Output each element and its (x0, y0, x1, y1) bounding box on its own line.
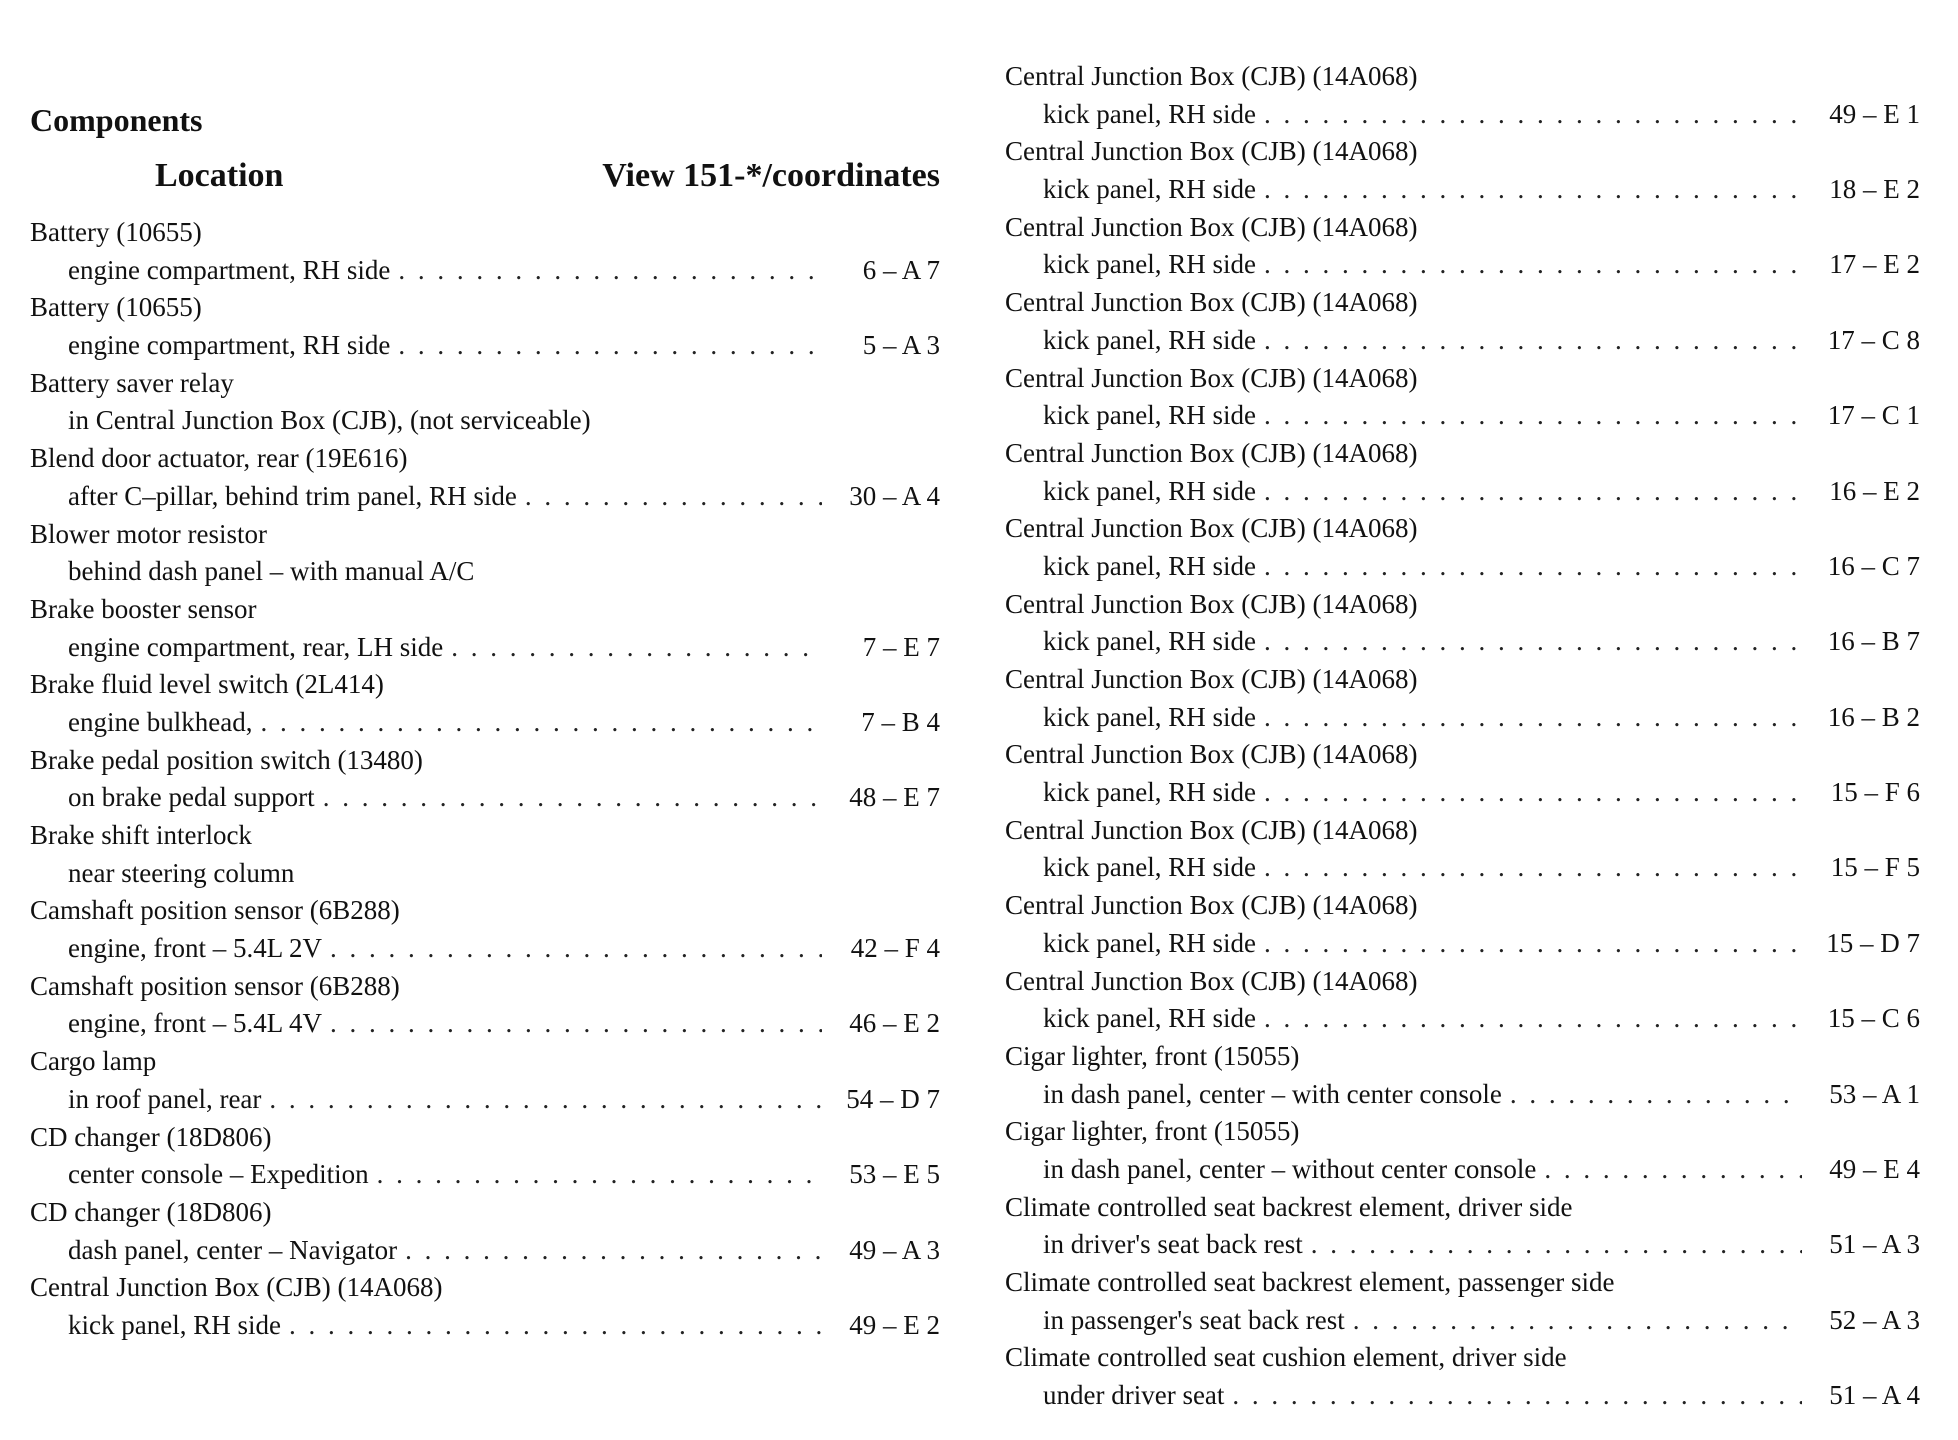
dot-leader (451, 629, 822, 667)
component-name: Central Junction Box (CJB) (14A068) (1005, 287, 1418, 318)
component-name: Central Junction Box (CJB) (14A068) (1005, 965, 1418, 996)
dot-leader (1264, 925, 1802, 963)
component-location-row (30, 930, 940, 968)
dot-leader (405, 1232, 822, 1270)
component-location-row (1005, 699, 1920, 737)
component-entry (30, 1119, 940, 1194)
component-entry (1005, 1189, 1920, 1264)
component-name: Central Junction Box (CJB) (14A068) (1005, 588, 1418, 619)
component-entry (1005, 963, 1920, 1038)
component-location-row (1005, 397, 1920, 435)
dot-leader (1264, 548, 1802, 586)
component-location: engine, front – 5.4L 2V (68, 933, 322, 964)
dot-leader (525, 478, 822, 516)
component-name: Central Junction Box (CJB) (14A068) (1005, 739, 1418, 770)
component-location-row (1005, 1151, 1920, 1189)
location-column-header: Location (155, 157, 284, 194)
component-location-row (30, 402, 940, 440)
component-name: CD changer (18D806) (30, 1196, 272, 1227)
view-coordinate: 6 – A 7 (862, 254, 940, 285)
component-entry (1005, 58, 1920, 133)
component-name: Brake pedal position switch (13480) (30, 744, 423, 775)
view-coordinate: 16 – E 2 (1829, 475, 1920, 506)
dot-leader (1264, 774, 1802, 812)
view-coordinate: 17 – C 1 (1827, 400, 1920, 431)
component-entry (1005, 812, 1920, 887)
component-location-row (1005, 925, 1920, 963)
dot-leader (1311, 1226, 1802, 1264)
view-coordinate: 42 – F 4 (850, 933, 940, 964)
component-name: Climate controlled seat backrest element, passenger side (1005, 1267, 1615, 1297)
component-name: Cargo lamp (30, 1046, 157, 1077)
component-name: Central Junction Box (CJB) (14A068) (1005, 211, 1418, 242)
view-coordinate: 51 – A 4 (1829, 1380, 1920, 1411)
component-name: Brake fluid level switch (2L414) (30, 669, 384, 700)
view-coordinates-column-header: View 151-*/coordinates (602, 157, 940, 194)
view-coordinate: 15 – F 5 (1830, 852, 1920, 883)
component-location: kick panel, RH side (1043, 701, 1256, 732)
component-name: Central Junction Box (CJB) (14A068) (1005, 814, 1418, 845)
dot-leader (398, 252, 822, 290)
dot-leader (1264, 96, 1802, 134)
component-entry (1005, 1339, 1920, 1414)
right-component-list (1005, 58, 1920, 1415)
component-entry (1005, 887, 1920, 962)
dot-leader (1264, 397, 1802, 435)
dot-leader (1264, 849, 1802, 887)
component-location: kick panel, RH side (1043, 400, 1256, 431)
component-location-row (1005, 849, 1920, 887)
component-name: CD changer (18D806) (30, 1121, 272, 1152)
component-location: center console – Expedition (68, 1159, 369, 1190)
component-location-row (30, 478, 940, 516)
view-coordinate: 53 – E 5 (849, 1159, 940, 1190)
component-entry (30, 666, 940, 741)
component-location-row (30, 1307, 940, 1345)
component-location: kick panel, RH side (1043, 1003, 1256, 1034)
component-entry (1005, 1264, 1920, 1339)
component-name: Camshaft position sensor (6B288) (30, 970, 400, 1001)
component-entry (1005, 209, 1920, 284)
view-coordinate: 15 – F 6 (1830, 777, 1920, 808)
view-coordinate: 53 – A 1 (1829, 1078, 1920, 1109)
dot-leader (330, 1005, 822, 1043)
component-location: kick panel, RH side (1043, 626, 1256, 657)
component-location: in passenger's seat back rest (1043, 1304, 1345, 1335)
component-location: dash panel, center – Navigator (68, 1234, 398, 1265)
dot-leader (1232, 1377, 1802, 1415)
component-location: near steering column (68, 857, 295, 888)
component-entry (1005, 360, 1920, 435)
component-entry (30, 1043, 940, 1118)
component-location-row (30, 1232, 940, 1270)
component-entry (30, 817, 940, 892)
component-name: Central Junction Box (CJB) (14A068) (1005, 513, 1418, 544)
dot-leader (1264, 623, 1802, 661)
component-name: Battery saver relay (30, 367, 234, 398)
dot-leader (1264, 699, 1802, 737)
view-coordinate: 16 – C 7 (1827, 550, 1920, 581)
component-location: kick panel, RH side (1043, 852, 1256, 883)
component-entry (1005, 736, 1920, 811)
component-location-row (30, 553, 940, 591)
component-location-row (1005, 623, 1920, 661)
view-coordinate: 17 – C 8 (1827, 324, 1920, 355)
dot-leader (1264, 322, 1802, 360)
component-name: Battery (10655) (30, 292, 202, 323)
component-location: engine compartment, rear, LH side (68, 631, 444, 662)
component-location: engine bulkhead, (68, 706, 253, 737)
component-location-row (1005, 548, 1920, 586)
component-location-row (30, 1005, 940, 1043)
component-location-row (30, 1081, 940, 1119)
component-name: Brake booster sensor (30, 593, 257, 624)
left-component-list (30, 214, 940, 1345)
component-name: Climate controlled seat cushion element, driver side (1005, 1342, 1567, 1373)
component-entry (30, 1269, 940, 1344)
view-coordinate: 30 – A 4 (849, 480, 940, 511)
component-location: kick panel, RH side (1043, 475, 1256, 506)
component-name: Central Junction Box (CJB) (14A068) (1005, 136, 1418, 167)
component-location: engine compartment, RH side (68, 330, 391, 361)
view-coordinate: 49 – A 3 (849, 1234, 940, 1265)
dot-leader (398, 327, 822, 365)
component-entry (1005, 1113, 1920, 1188)
component-location-row (1005, 1000, 1920, 1038)
component-entry (30, 365, 940, 440)
component-location-row (30, 252, 940, 290)
component-name: Camshaft position sensor (6B288) (30, 895, 400, 926)
view-coordinate: 17 – E 2 (1829, 249, 1920, 280)
component-location-row (1005, 774, 1920, 812)
component-entry (30, 968, 940, 1043)
view-coordinate: 48 – E 7 (849, 782, 940, 813)
component-location-row (1005, 473, 1920, 511)
component-entry (30, 892, 940, 967)
component-entry (30, 1194, 940, 1269)
dot-leader (1264, 246, 1802, 284)
component-name: Blower motor resistor (30, 518, 267, 549)
view-coordinate: 15 – D 7 (1826, 927, 1920, 958)
component-location: in Central Junction Box (CJB), (not serviceable) (68, 405, 591, 436)
component-location: kick panel, RH side (1043, 324, 1256, 355)
dot-leader (377, 1156, 822, 1194)
component-name: Blend door actuator, rear (19E616) (30, 443, 408, 474)
component-entry (1005, 133, 1920, 208)
component-location-row (30, 855, 940, 893)
component-location-row (30, 327, 940, 365)
component-location: in roof panel, rear (68, 1083, 262, 1114)
dot-leader (1510, 1076, 1802, 1114)
view-coordinate: 54 – D 7 (846, 1083, 940, 1114)
component-location: kick panel, RH side (1043, 174, 1256, 205)
dot-leader (260, 704, 822, 742)
component-location: after C–pillar, behind trim panel, RH side (68, 480, 517, 511)
component-location-row (1005, 1076, 1920, 1114)
component-entry (1005, 1038, 1920, 1113)
component-location: in dash panel, center – with center console (1043, 1078, 1502, 1109)
component-name: Cigar lighter, front (15055) (1005, 1116, 1300, 1147)
view-coordinate: 18 – E 2 (1829, 174, 1920, 205)
component-name: Central Junction Box (CJB) (14A068) (1005, 61, 1418, 91)
section-title: Components (30, 102, 203, 138)
component-location: kick panel, RH side (1043, 927, 1256, 958)
view-coordinate: 15 – C 6 (1827, 1003, 1920, 1034)
component-name: Central Junction Box (CJB) (14A068) (1005, 437, 1418, 468)
view-coordinate: 7 – E 7 (862, 631, 940, 662)
dot-leader (1353, 1302, 1802, 1340)
component-location: under driver seat (1043, 1380, 1225, 1411)
component-entry (1005, 586, 1920, 661)
component-entry (30, 516, 940, 591)
component-location-row (1005, 171, 1920, 209)
component-location-row (1005, 322, 1920, 360)
component-name: Battery (10655) (30, 217, 202, 247)
component-location: kick panel, RH side (68, 1309, 281, 1340)
component-entry (1005, 284, 1920, 359)
dot-leader (289, 1307, 822, 1345)
component-entry (1005, 661, 1920, 736)
component-location-row (30, 1156, 940, 1194)
view-coordinate: 49 – E 1 (1829, 98, 1920, 129)
component-location: behind dash panel – with manual A/C (68, 556, 475, 587)
component-entry (30, 742, 940, 817)
view-coordinate: 16 – B 7 (1827, 626, 1920, 657)
component-location: in driver's seat back rest (1043, 1229, 1303, 1260)
view-coordinate: 5 – A 3 (862, 330, 940, 361)
view-coordinate: 49 – E 2 (849, 1309, 940, 1340)
component-entry (30, 289, 940, 364)
component-name: Central Junction Box (CJB) (14A068) (1005, 890, 1418, 921)
view-coordinate: 46 – E 2 (849, 1008, 940, 1039)
component-location-row (30, 629, 940, 667)
component-name: Climate controlled seat backrest element, driver side (1005, 1191, 1573, 1222)
component-location: kick panel, RH side (1043, 550, 1256, 581)
dot-leader (1264, 473, 1802, 511)
component-location: in dash panel, center – without center console (1043, 1153, 1537, 1184)
component-location-row (30, 779, 940, 817)
dot-leader (269, 1081, 822, 1119)
component-entry (1005, 510, 1920, 585)
component-location: engine, front – 5.4L 4V (68, 1008, 322, 1039)
component-entry (30, 591, 940, 666)
component-location: kick panel, RH side (1043, 98, 1256, 129)
view-coordinate: 16 – B 2 (1827, 701, 1920, 732)
view-coordinate: 52 – A 3 (1829, 1304, 1920, 1335)
view-coordinate: 49 – E 4 (1829, 1153, 1920, 1184)
component-location: engine compartment, RH side (68, 254, 391, 285)
component-location-row (1005, 96, 1920, 134)
dot-leader (1264, 171, 1802, 209)
component-location-row (1005, 1226, 1920, 1264)
component-location: kick panel, RH side (1043, 249, 1256, 280)
component-name: Cigar lighter, front (15055) (1005, 1040, 1300, 1071)
view-coordinate: 7 – B 4 (861, 706, 940, 737)
component-entry (1005, 435, 1920, 510)
component-location-row (1005, 246, 1920, 284)
component-name: Central Junction Box (CJB) (14A068) (1005, 664, 1418, 694)
dot-leader (323, 779, 822, 817)
component-name: Central Junction Box (CJB) (14A068) (1005, 362, 1418, 393)
view-coordinate: 51 – A 3 (1829, 1229, 1920, 1260)
component-location: kick panel, RH side (1043, 777, 1256, 808)
component-location: on brake pedal support (68, 782, 315, 813)
component-location-row (1005, 1302, 1920, 1340)
component-location-row (1005, 1377, 1920, 1415)
component-entry (30, 214, 940, 289)
component-name: Brake shift interlock (30, 820, 252, 850)
dot-leader (1264, 1000, 1802, 1038)
component-entry (30, 440, 940, 515)
dot-leader (330, 930, 822, 968)
component-location-row (30, 704, 940, 742)
dot-leader (1544, 1151, 1802, 1189)
component-name: Central Junction Box (CJB) (14A068) (30, 1272, 443, 1303)
